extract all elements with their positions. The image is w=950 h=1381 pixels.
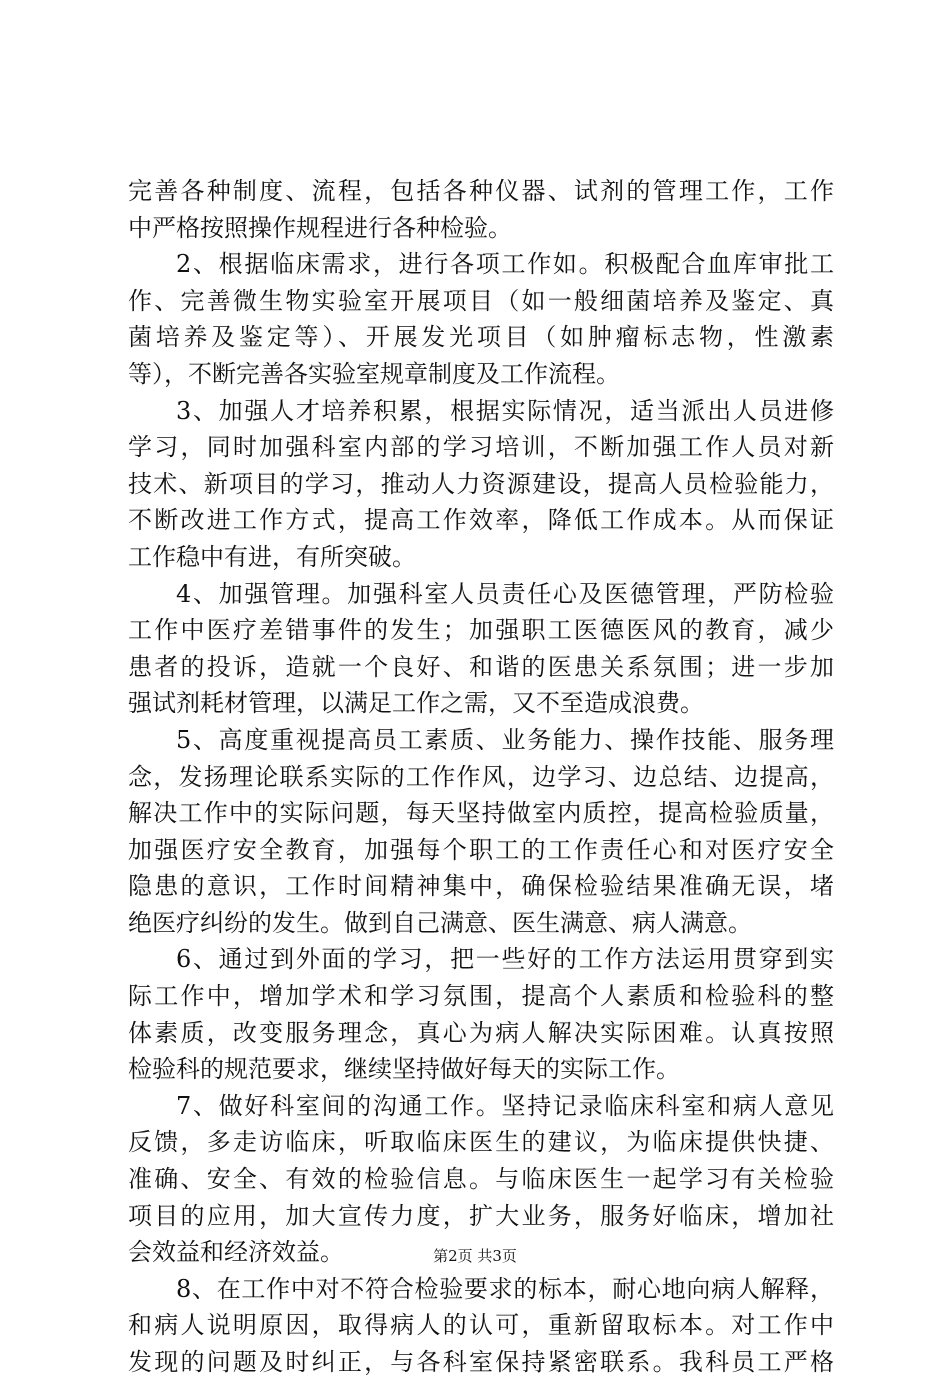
text-line: 念，发扬理论联系实际的工作作风，边学习、边总结、边提高， — [128, 762, 834, 791]
text-line: 际工作中，增加学术和学习氛围，提高个人素质和检验科的整 — [128, 982, 834, 1011]
text-line: 中严格按照操作规程进行各种检验。 — [128, 213, 512, 242]
text-line: 等），不断完善各实验室规章制度及工作流程。 — [128, 359, 620, 388]
text-line: 强试剂耗材管理，以满足工作之需，又不至造成浪费。 — [128, 689, 704, 718]
text-line: 完善各种制度、流程，包括各种仪器、试剂的管理工作，工作 — [128, 177, 834, 205]
text-line: 发现的问题及时纠正，与各科室保持紧密联系。我科员工严格 — [128, 1348, 834, 1376]
paragraph-first-line: 2、根据临床需求，进行各项工作如。积极配合血库审批工 — [176, 250, 834, 279]
text-line: 菌培养及鉴定等）、开展发光项目（如肿瘤标志物，性激素 — [128, 323, 834, 352]
text-line: 患者的投诉，造就一个良好、和谐的医患关系氛围；进一步加 — [128, 652, 834, 681]
text-line: 项目的应用，加大宣传力度，扩大业务，服务好临床，增加社 — [128, 1201, 834, 1230]
paragraph-first-line: 3、加强人才培养积累，根据实际情况，适当派出人员进修 — [176, 396, 834, 425]
paragraph-first-line: 7、做好科室间的沟通工作。坚持记录临床科室和病人意见 — [176, 1091, 834, 1120]
text-line: 技术、新项目的学习，推动人力资源建设，提高人员检验能力， — [128, 469, 834, 498]
text-line: 加强医疗安全教育，加强每个职工的工作责任心和对医疗安全 — [128, 835, 834, 864]
page-number-footer: 第2页 共3页 — [433, 1247, 517, 1265]
text-line: 体素质，改变服务理念，真心为病人解决实际困难。认真按照 — [128, 1018, 834, 1047]
paragraph-first-line: 6、通过到外面的学习，把一些好的工作方法运用贯穿到实 — [176, 945, 834, 974]
text-line: 工作中医疗差错事件的发生；加强职工医德医风的教育，减少 — [128, 616, 834, 645]
text-line: 检验科的规范要求，继续坚持做好每天的实际工作。 — [128, 1055, 680, 1084]
text-line: 和病人说明原因，取得病人的认可，重新留取标本。对工作中 — [128, 1311, 834, 1340]
text-line: 作、完善微生物实验室开展项目（如一般细菌培养及鉴定、真 — [128, 286, 834, 315]
text-line: 会效益和经济效益。 — [128, 1238, 344, 1267]
document-body — [128, 173, 834, 1381]
paragraph-first-line: 5、高度重视提高员工素质、业务能力、操作技能、服务理 — [176, 725, 834, 754]
text-line: 准确、安全、有效的检验信息。与临床医生一起学习有关检验 — [128, 1165, 834, 1194]
text-line: 隐患的意识，工作时间精神集中，确保检验结果准确无误，堵 — [128, 872, 834, 901]
paragraph-first-line: 8、在工作中对不符合检验要求的标本，耐心地向病人解释， — [176, 1274, 834, 1303]
text-line: 不断改进工作方式，提高工作效率，降低工作成本。从而保证 — [128, 506, 834, 535]
text-line: 工作稳中有进，有所突破。 — [128, 542, 416, 571]
paragraph-first-line: 4、加强管理。加强科室人员责任心及医德管理，严防检验 — [176, 579, 834, 608]
text-line: 反馈，多走访临床，听取临床医生的建议，为临床提供快捷、 — [128, 1128, 834, 1157]
text-line: 解决工作中的实际问题，每天坚持做室内质控，提高检验质量， — [128, 799, 834, 828]
text-line: 绝医疗纠纷的发生。做到自己满意、医生满意、病人满意。 — [128, 908, 752, 937]
text-line: 学习，同时加强科室内部的学习培训，不断加强工作人员对新 — [128, 433, 834, 462]
